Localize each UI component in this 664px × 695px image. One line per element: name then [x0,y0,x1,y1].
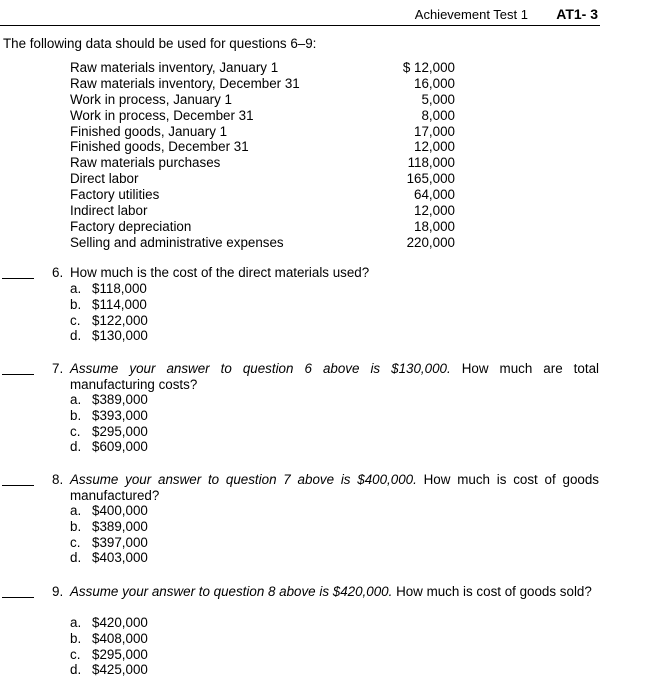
choice[interactable] [70,631,148,647]
answer-blank[interactable] [2,597,34,598]
data-label: Indirect labor [70,203,148,219]
choice-letter: a. [70,615,82,630]
test-title: Achievement Test 1 [414,7,528,22]
question-text: How much is cost of goods manufactured? [70,472,599,503]
choice-letter: c. [70,534,81,550]
choice-letter: d. [70,439,82,455]
choice[interactable] [70,313,148,329]
data-value: 220,000 [406,234,455,250]
choice-text: $295,000 [92,646,148,662]
choice-text: $389,000 [92,392,148,407]
data-value: 165,000 [406,171,455,187]
question-assumption: Assume your answer to question 7 above is $400,000. [70,472,417,487]
data-value: 17,000 [414,123,455,139]
choice[interactable] [70,439,148,455]
data-label: Factory utilities [70,187,160,203]
choice-text: $393,000 [92,407,148,423]
choice-text: $400,000 [92,503,148,518]
page-header [0,5,600,26]
data-row [70,219,455,235]
choice[interactable] [70,519,148,535]
choice[interactable] [70,503,148,519]
data-row [70,76,455,92]
choice-letter: b. [70,296,82,312]
question-assumption: Assume your answer to question 8 above is $420,000. [70,584,393,599]
data-row [70,139,455,155]
page-code: AT1- 3 [556,6,598,22]
choice-text: $420,000 [92,615,148,630]
choice[interactable] [70,281,148,297]
data-label: Factory depreciation [70,218,192,234]
data-value: 5,000 [421,91,455,107]
choice-text: $389,000 [92,518,148,534]
choice-text: $425,000 [92,662,148,678]
choice-text: $295,000 [92,423,148,439]
choice-letter: b. [70,630,82,646]
choice-text: $114,000 [92,296,147,312]
choice-text: $397,000 [92,534,148,550]
choice-list [70,503,148,566]
choice[interactable] [70,647,148,663]
data-row [70,92,455,108]
question-stem [70,584,599,600]
data-label: Work in process, January 1 [70,91,232,107]
choice-letter: d. [70,662,82,678]
question-number: 6. [52,265,64,280]
choice-list [70,392,148,455]
data-row [70,60,455,76]
data-row [70,155,455,171]
data-value: 64,000 [414,187,455,203]
data-label: Finished goods, January 1 [70,123,228,139]
data-label: Work in process, December 31 [70,107,254,123]
question-stem [70,361,599,392]
choice-letter: d. [70,550,82,566]
choice-letter: a. [70,281,82,296]
choice-list [70,615,148,678]
data-value: 118,000 [407,155,455,171]
answer-blank[interactable] [2,278,34,279]
choice-text: $403,000 [92,550,148,566]
question-stem [70,472,599,503]
choice[interactable] [70,392,148,408]
choice-letter: b. [70,518,82,534]
data-row [70,203,455,219]
choice-letter: d. [70,328,82,344]
choice-list [70,281,148,344]
choice[interactable] [70,535,148,551]
choice-letter: c. [70,646,81,662]
data-value: 12,000 [414,139,455,155]
data-label: Raw materials inventory, December 31 [70,75,300,91]
answer-blank[interactable] [2,485,34,486]
question-number: 8. [52,472,64,487]
question-assumption: Assume your answer to question 6 above is $130,000. [70,361,451,376]
data-value: 12,000 [414,203,455,219]
choice-text: $609,000 [92,439,148,455]
choice-letter: a. [70,503,82,518]
data-value: 16,000 [414,75,455,91]
intro-text: The following data should be used for questions 6–9: [3,36,317,51]
question-text: How much is cost of goods sold? [396,584,592,599]
choice[interactable] [70,615,148,631]
data-row [70,108,455,124]
data-value: 18,000 [414,218,455,234]
data-table [70,60,455,251]
data-row [70,171,455,187]
choice-letter: c. [70,423,81,439]
data-value: 8,000 [421,107,455,123]
choice[interactable] [70,550,148,566]
choice-letter: b. [70,407,82,423]
question-text: How much is the cost of the direct materials used? [70,265,370,280]
question-number: 9. [52,584,64,599]
choice-text: $122,000 [92,312,148,328]
choice[interactable] [70,424,148,440]
answer-blank[interactable] [2,374,34,375]
choice-letter: a. [70,392,82,407]
choice[interactable] [70,328,148,344]
data-label: Selling and administrative expenses [70,234,284,250]
data-label: Raw materials purchases [70,155,221,171]
data-row [70,124,455,140]
choice-text: $408,000 [92,630,148,646]
question-number: 7. [52,361,64,376]
data-label: Raw materials inventory, January 1 [70,60,279,75]
data-row [70,187,455,203]
data-row [70,235,455,251]
question-text: How much are total manufacturing costs? [70,361,599,392]
data-value: $ 12,000 [402,60,455,75]
choice[interactable] [70,662,148,678]
choice[interactable] [70,408,148,424]
choice-letter: c. [70,312,81,328]
question-stem [70,265,599,281]
choice-text: $118,000 [92,281,147,296]
choice-text: $130,000 [92,328,148,344]
choice[interactable] [70,297,148,313]
data-label: Finished goods, December 31 [70,139,249,155]
data-label: Direct labor [70,171,139,187]
